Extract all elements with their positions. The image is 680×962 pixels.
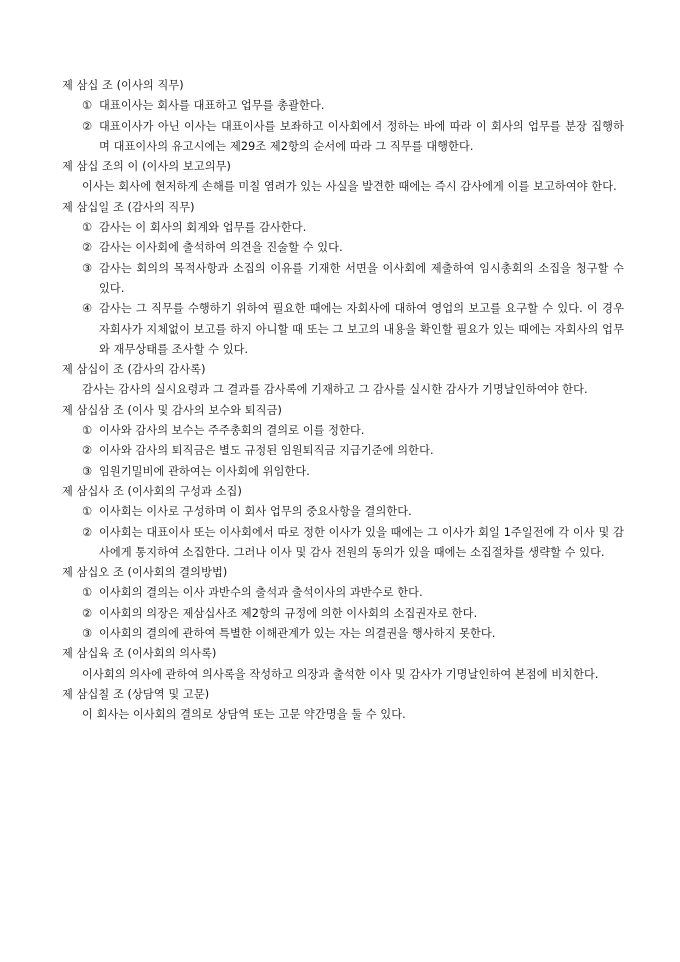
item-marker: ② <box>82 119 93 133</box>
article-paragraph: 이사는 회사에 현저하게 손해를 미칠 염려가 있는 사실을 발견한 때에는 즉시 감사에게 이를 보고하여야 한다. <box>82 180 617 194</box>
article-35 <box>62 563 624 644</box>
item-marker: ③ <box>82 627 93 641</box>
item-text: 이사회의 결의에 관하여 특별한 이해관계가 있는 자는 의결권을 행사하지 못한다. <box>99 627 496 641</box>
article-item <box>82 523 624 564</box>
item-text: 이사회는 대표이사 또는 이사회에서 따로 정한 이사가 있을 때에는 그 이사가 회일 1주일전에 각 이사 및 감사에게 통지하여 소집한다. 그러나 이사 및 감사 전원의 동의가 있을 때에는 소집절차를 생략할 수 있다. <box>99 525 624 559</box>
item-text: 임원기밀비에 관하여는 이사회에 위임한다. <box>99 464 310 478</box>
article-31 <box>62 198 624 360</box>
item-marker: ② <box>82 444 93 458</box>
article-item <box>82 238 624 258</box>
article-30-2 <box>62 157 624 198</box>
item-marker: ① <box>82 221 93 235</box>
article-30 <box>62 76 624 157</box>
item-marker: ③ <box>82 261 93 275</box>
article-heading: 제 삼십삼 조 (이사 및 감사의 보수와 퇴직금) <box>62 403 282 417</box>
article-item <box>82 218 624 238</box>
article-heading: 제 삼십 조의 이 (이사의 보고의무) <box>62 160 232 174</box>
item-text: 이사와 감사의 보수는 주주총회의 결의로 이를 정한다. <box>99 424 365 438</box>
article-heading: 제 삼십육 조 (이사회의 의사록) <box>62 647 217 661</box>
item-marker: ④ <box>82 302 93 316</box>
document-page <box>62 76 624 726</box>
article-paragraph: 감사는 감사의 실시요령과 그 결과를 감사록에 기재하고 그 감사를 실시한 감사가 기명날인하여야 한다. <box>82 383 588 397</box>
article-heading: 제 삼십오 조 (이사회의 결의방법) <box>62 566 228 580</box>
item-text: 이사회의 의장은 제삼십사조 제2항의 규정에 의한 이사회의 소집권자로 한다. <box>99 606 478 620</box>
article-paragraph: 이 회사는 이사회의 결의로 상담역 또는 고문 약간명을 둘 수 있다. <box>82 708 406 722</box>
article-item <box>82 441 624 461</box>
item-marker: ① <box>82 586 93 600</box>
article-item <box>82 462 624 482</box>
article-heading: 제 삼십 조 (이사의 직무) <box>62 79 184 92</box>
article-heading: 제 삼십이 조 (감사의 감사록) <box>62 363 206 377</box>
item-text: 감사는 이 회사의 회계와 업무를 감사한다. <box>99 221 307 235</box>
article-item <box>82 604 624 624</box>
article-heading: 제 삼십사 조 (이사회의 구성과 소집) <box>62 484 242 498</box>
item-text: 이사회의 결의는 이사 과반수의 출석과 출석이사의 과반수로 한다. <box>99 586 423 600</box>
item-text: 이사와 감사의 퇴직금은 별도 규정된 임원퇴직금 지급기준에 의한다. <box>99 444 434 458</box>
article-item <box>82 117 624 158</box>
article-item <box>82 502 624 522</box>
article-36 <box>62 644 624 685</box>
article-item <box>82 96 624 116</box>
article-heading: 제 삼십칠 조 (상담역 및 고문) <box>62 687 210 701</box>
article-item <box>82 259 624 300</box>
article-item <box>82 299 624 360</box>
item-marker: ③ <box>82 464 93 478</box>
article-heading: 제 삼십일 조 (감사의 직무) <box>62 200 195 214</box>
article-paragraph: 이사회의 의사에 관하여 의사록을 작성하고 의장과 출석한 이사 및 감사가 기명날인하여 본점에 비치한다. <box>82 667 599 681</box>
item-text: 대표이사가 아닌 이사는 대표이사를 보좌하고 이사회에서 정하는 바에 따라 이 회사의 업무를 분장 집행하며 대표이사의 유고시에는 제29조 제2항의 순서에 따라 그 직무를 대행한다. <box>99 119 624 153</box>
item-text: 감사는 그 직무를 수행하기 위하여 필요한 때에는 자회사에 대하여 영업의 보고를 요구할 수 있다. 이 경우 자회사가 지체없이 보고를 하지 아니할 때 또는 그 보고의 내용을 확인할 필요가 있는 때에는 자회사의 업무와 재무상태를 조사할 수 있다. <box>99 302 624 356</box>
item-marker: ② <box>82 606 93 620</box>
article-item <box>82 421 624 441</box>
item-text: 감사는 회의의 목적사항과 소집의 이유를 기재한 서면을 이사회에 제출하여 임시총회의 소집을 청구할 수 있다. <box>99 261 624 295</box>
item-text: 감사는 이사회에 출석하여 의견을 진술할 수 있다. <box>99 241 343 255</box>
item-marker: ① <box>82 99 93 113</box>
item-marker: ② <box>82 525 93 539</box>
item-text: 대표이사는 회사를 대표하고 업무를 총괄한다. <box>99 99 325 113</box>
item-marker: ② <box>82 241 93 255</box>
article-item <box>82 624 624 644</box>
article-37 <box>62 685 624 726</box>
item-marker: ① <box>82 505 93 519</box>
article-32 <box>62 360 624 401</box>
item-text: 이사회는 이사로 구성하며 이 회사 업무의 중요사항을 결의한다. <box>99 505 412 519</box>
article-item <box>82 583 624 603</box>
article-34 <box>62 482 624 563</box>
item-marker: ① <box>82 424 93 438</box>
article-33 <box>62 401 624 482</box>
